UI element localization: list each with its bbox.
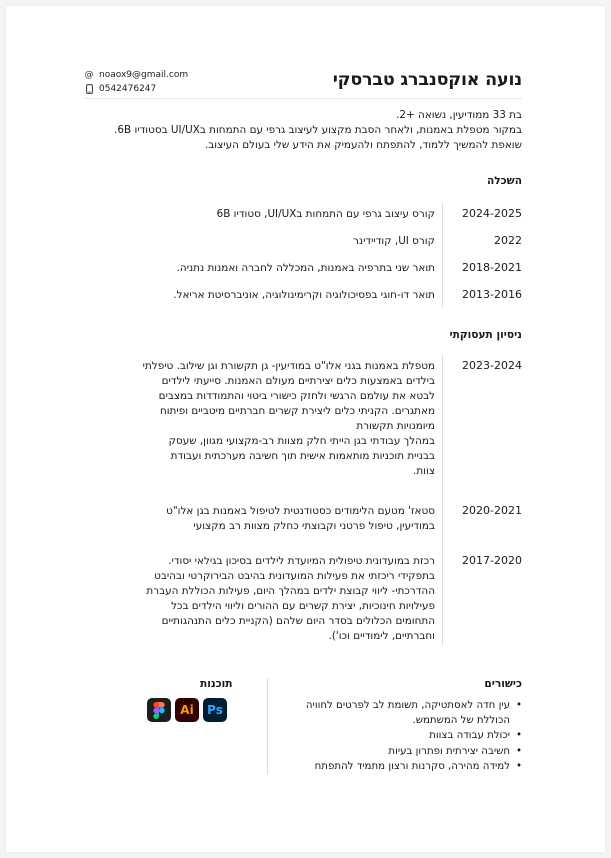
experience-title: ניסיון תעסוקתי [449, 329, 522, 341]
skill-item: • יכולת עבודה בצוות [282, 728, 522, 743]
experience-line: ההדרכתי- ליווי קבוצת ילדים במהלך היום, פעילות הכוללת העברת [146, 585, 435, 597]
skills-list [282, 698, 522, 774]
education-year: 2022 [494, 234, 522, 247]
skill-item: • חשיבה יצירתית ופתרון בעיות [282, 744, 522, 759]
experience-line: לבטא את עולמם הרגשי ולחזק כישורי ביטוי והתמודדות במצבים [158, 390, 435, 402]
education-text: תואר דו-חוגי בפסיכולוגיה וקרימינולוגיה, אוניברסיטת אריאל. [173, 289, 435, 301]
experience-line: בתפקידי ריכזתי את פעילות המועדונית בהיבט הבירוקרטי ובהיבט [154, 570, 435, 582]
tools-title: תוכנות [200, 678, 233, 690]
education-year: 2018-2021 [462, 261, 522, 274]
phone-text: 0542476247 [99, 84, 157, 94]
experience-line: וחברתיים, לימודיים וכו'). [328, 630, 435, 642]
skill-item-continued: הכוללת של המשתמש. [412, 715, 510, 727]
skill-item: • למידה מהירה, סקרנות ורצון מתמיד להתפתח [282, 759, 522, 774]
education-year: 2024-2025 [462, 207, 522, 220]
email-row [84, 70, 188, 80]
experience-description [90, 554, 435, 644]
experience-divider [442, 355, 443, 645]
header-divider [84, 98, 522, 99]
education-text: קורס UI, קודיידינר [353, 235, 435, 247]
email-text: noaox9@gmail.com [99, 70, 189, 80]
skills-tools-divider [267, 678, 268, 774]
experience-line: מטפלת באמנות בגני אלו"ט במודיעין- גן תקשורת וגן שילוב. טיפלתי [142, 360, 435, 372]
photoshop-icon: Ps [203, 698, 227, 722]
experience-line: בבניית תוכניות מותאמות אישית תוך חשיבה מערכתית ועבודת [170, 450, 435, 462]
illustrator-icon: Ai [175, 698, 199, 722]
experience-line: צוות. [413, 465, 435, 477]
experience-line: התחומים הכלולים בסדר היום שלהם (הקניית כלים התנהגותיים [161, 615, 435, 627]
experience-line: מאתגרים. הקניתי כלים ליצירת קשרים חברתיים מיטביים ופיתוח [159, 405, 435, 417]
education-text: קורס עיצוב גרפי עם התמחות בUI/UX, סטודיו 6B [216, 208, 435, 220]
phone-row [84, 84, 156, 94]
experience-year: 2023-2024 [462, 359, 522, 372]
experience-line: פעילויות חינוכיות, יצירת קשרים עם ההורים וליווי הילדים בכל [171, 600, 435, 612]
skill-item: • עין חדה לאסתטיקה, תשומת לב לפרטים לחוויה [282, 698, 522, 713]
skills-title: כישורים [484, 678, 522, 690]
experience-line: סטאז' מטעם הלימודים כסטודנטית לטיפול באמנות בגן אלו"ט [166, 505, 435, 517]
figma-icon [147, 698, 171, 722]
education-title: השכלה [487, 175, 522, 187]
experience-line: במודיעין, טיפול פרטני וקבוצתי כחלק מצוות רב מקצועי [193, 520, 435, 532]
tools-icons [147, 698, 227, 722]
intro-line-2: במקור מטפלת באמנות, ולאחר הסבת מקצוע לעיצוב גרפי עם התמחות בUI/UX בסטודיו 6B. [114, 124, 522, 136]
education-divider [442, 203, 443, 307]
experience-line: במהלך עבודתי בגן הייתי חלק מצוות רב-מקצועי מגוון, שעסק [168, 435, 435, 447]
resume-name: נועה אוקסנברג טברסקי [332, 70, 522, 90]
phone-icon [84, 84, 94, 94]
experience-line: בילדים באמצעות כלים יצירתיים מעולם האמנות. סייעתי לילדים [161, 375, 435, 387]
intro-line-1: בת 33 ממודיעין, נשואה +2. [396, 109, 522, 121]
experience-line: מיומנויות תקשורת [356, 420, 435, 432]
experience-description [95, 504, 435, 534]
experience-year: 2020-2021 [462, 504, 522, 517]
experience-line: רכזת במועדונית טיפולית המיועדת לילדים בסיכון בגילאי יסודי. [168, 555, 435, 567]
intro-line-3: שואפת להמשיך ללמוד, להתפתח ולהעמיק את הידע שלי בעולם העיצוב. [204, 139, 522, 151]
experience-description [95, 359, 435, 479]
at-sign-icon: @ [84, 70, 94, 80]
education-text: תואר שני בתרפיה באמנות, המכללה לחברה ואמנות נתניה. [176, 262, 435, 274]
experience-year: 2017-2020 [462, 554, 522, 567]
education-year: 2013-2016 [462, 288, 522, 301]
